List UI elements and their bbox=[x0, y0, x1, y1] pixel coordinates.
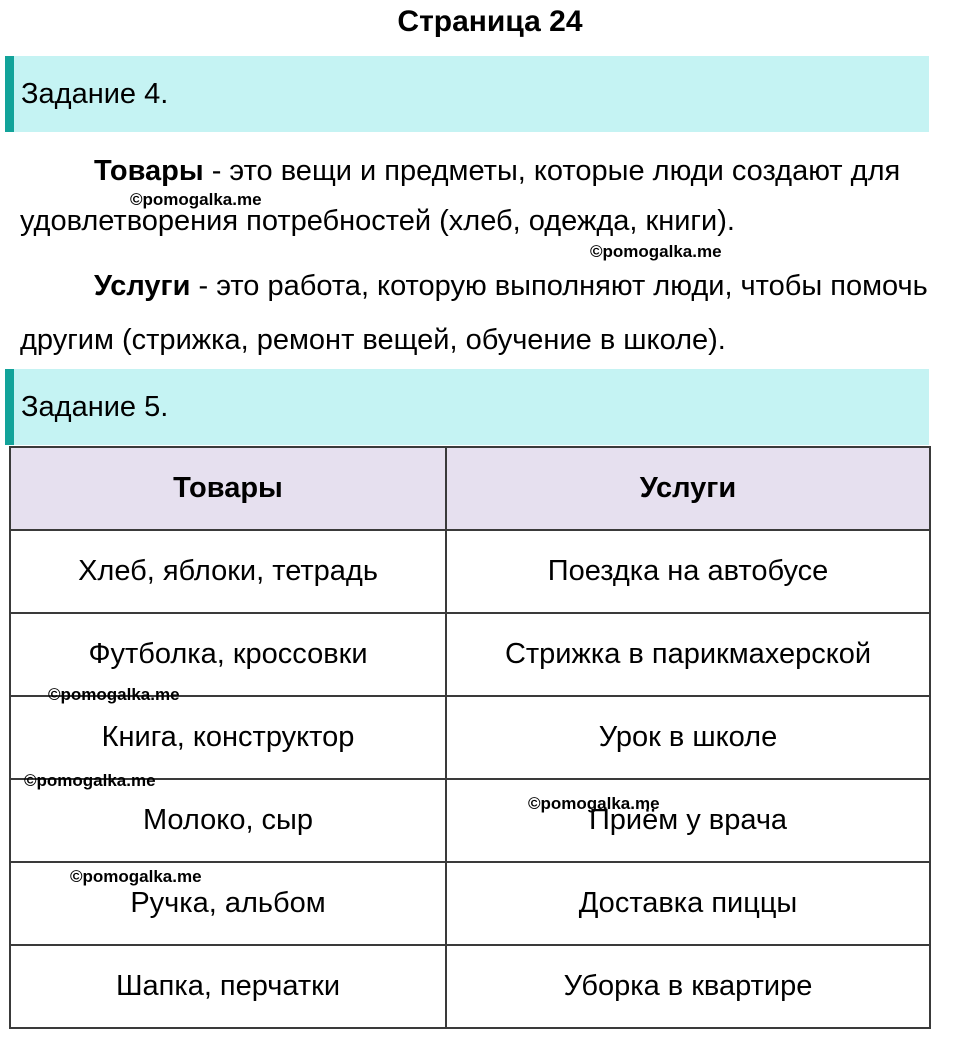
goods-definition-text: - это вещи и предметы, которые люди создают для удовлетворения потребностей (хлеб, одежда, книги). bbox=[20, 155, 901, 237]
services-cell: Поездка на автобусе bbox=[446, 530, 930, 613]
services-cell: Уборка в квартире bbox=[446, 945, 930, 1028]
goods-cell: Хлеб, яблоки, тетрадь bbox=[10, 530, 446, 613]
services-term: Услуги bbox=[94, 270, 191, 302]
watermark: ©pomogalka.me bbox=[48, 685, 180, 704]
table-header-row bbox=[10, 447, 930, 530]
goods-cell: Футболка, кроссовки bbox=[10, 613, 446, 696]
watermark: ©pomogalka.me bbox=[130, 190, 262, 209]
table-row bbox=[10, 779, 930, 862]
table-row bbox=[10, 696, 930, 779]
services-cell: Доставка пиццы bbox=[446, 862, 930, 945]
goods-cell: Молоко, сыр bbox=[10, 779, 446, 862]
goods-cell: Книга, конструктор bbox=[10, 696, 446, 779]
services-definition-text: - это работа, которую выполняют люди, чтобы помочь другим (стрижка, ремонт вещей, обучение в школе). bbox=[20, 270, 928, 356]
services-cell: Приём у врача bbox=[446, 779, 930, 862]
goods-term: Товары bbox=[94, 155, 204, 187]
services-definition-paragraph bbox=[20, 259, 955, 367]
column-header-goods: Товары bbox=[10, 447, 446, 530]
task-5-header bbox=[5, 369, 929, 445]
services-cell: Урок в школе bbox=[446, 696, 930, 779]
watermark: ©pomogalka.me bbox=[70, 867, 202, 886]
table-row bbox=[10, 530, 930, 613]
task-4-header-label: Задание 4. bbox=[21, 77, 169, 110]
goods-services-table bbox=[9, 446, 931, 1029]
table-row bbox=[10, 945, 930, 1028]
services-cell: Стрижка в парикмахерской bbox=[446, 613, 930, 696]
watermark: ©pomogalka.me bbox=[528, 794, 660, 813]
watermark: ©pomogalka.me bbox=[24, 771, 156, 790]
page-title: Страница 24 bbox=[397, 5, 583, 38]
watermark: ©pomogalka.me bbox=[590, 242, 722, 261]
task-4-header bbox=[5, 56, 929, 132]
table-row bbox=[10, 613, 930, 696]
goods-cell: Шапка, перчатки bbox=[10, 945, 446, 1028]
column-header-services: Услуги bbox=[446, 447, 930, 530]
goods-cell: Ручка, альбом bbox=[10, 862, 446, 945]
task-5-header-label: Задание 5. bbox=[21, 390, 169, 423]
